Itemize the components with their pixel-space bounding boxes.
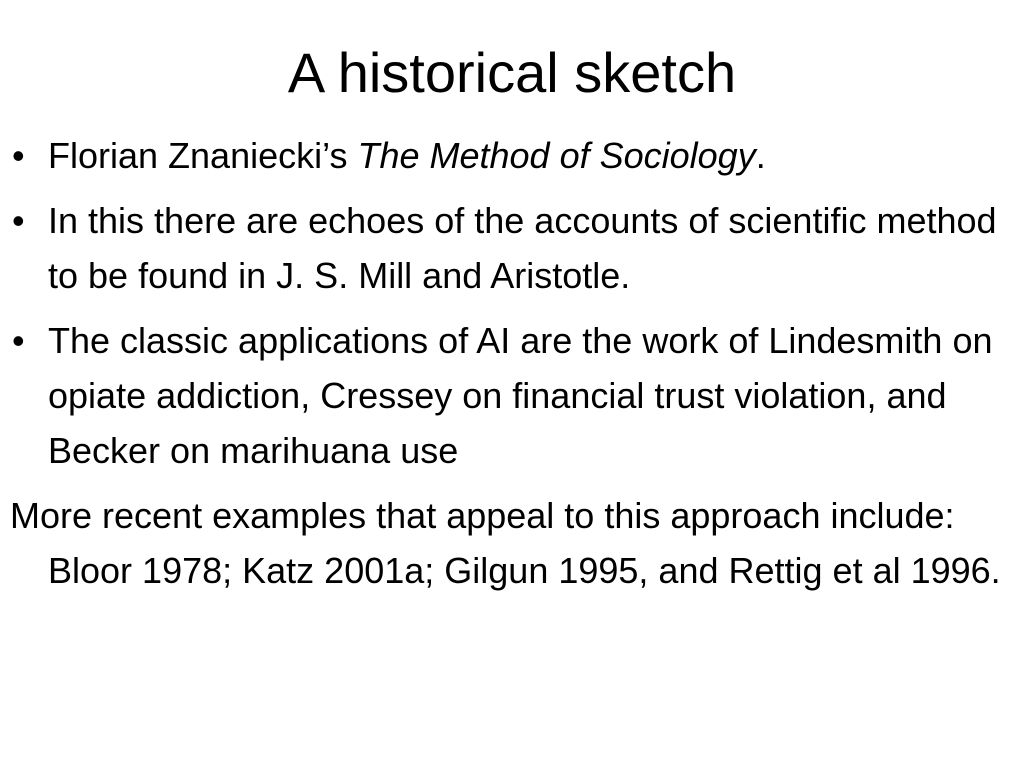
bullet-text: In this there are echoes of the accounts of scientific method to be found in J. S. Mill and Aristotle.	[48, 200, 997, 296]
slide-title: A historical sketch	[287, 41, 737, 104]
bullet-item-applications	[10, 313, 1010, 478]
bullet-icon: •	[12, 135, 25, 176]
bullet-text-suffix: .	[755, 135, 766, 176]
bullet-icon: •	[12, 320, 25, 361]
bullet-text-prefix: Florian Znaniecki’s	[48, 135, 358, 176]
bullet-icon: •	[12, 200, 25, 241]
recent-examples-paragraph: More recent examples that appeal to this approach include: Bloor 1978; Katz 2001a; Gilgun 1995, and Rettig et al 1996.	[10, 495, 1001, 591]
bullet-item-echoes	[10, 193, 1010, 303]
bullet-text: The classic applications of AI are the work of Lindesmith on opiate addiction, Cressey on financial trust violation, and Becker on marihuana use	[48, 320, 993, 471]
bullet-item-znaniecki	[10, 128, 1010, 183]
book-title: The Method of Sociology	[357, 135, 756, 176]
slide-body	[10, 128, 1010, 598]
